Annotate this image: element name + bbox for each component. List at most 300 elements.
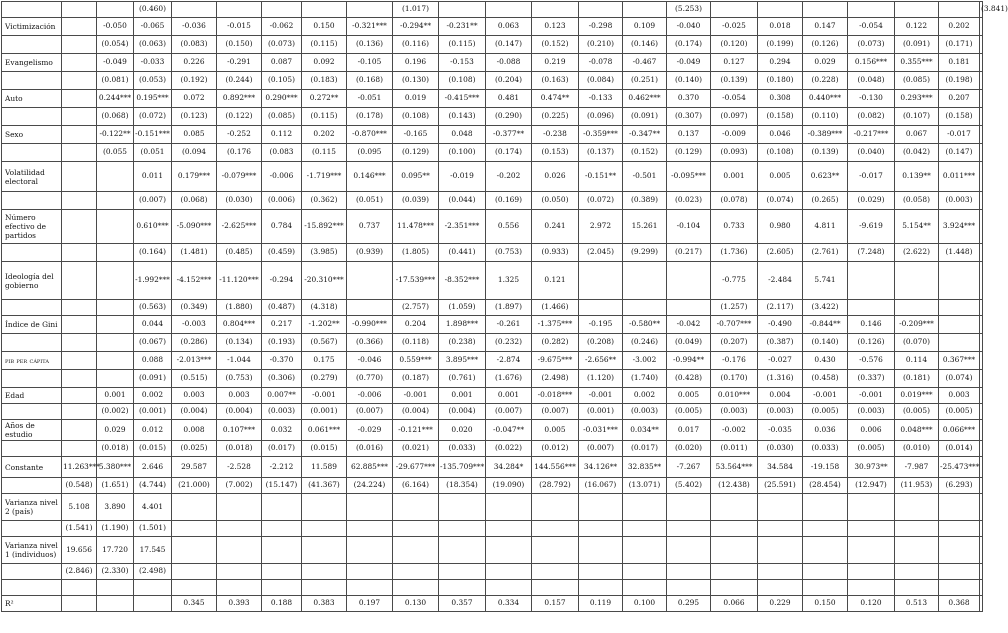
table-cell: (0.147) <box>486 36 532 54</box>
table-cell: 0.122 <box>895 18 939 36</box>
table-cell: (0.096) <box>579 108 623 126</box>
table-cell: 0.100 <box>623 596 667 612</box>
table-cell: -7.267 <box>667 457 711 478</box>
table-cell: 0.179*** <box>172 162 217 192</box>
table-cell: (0.337) <box>848 370 895 388</box>
table-cell <box>62 596 97 612</box>
table-cell: -0.261 <box>486 316 532 334</box>
table-cell: 2.646 <box>134 457 172 478</box>
table-cell: (1.017) <box>393 2 439 18</box>
table-cell: 0.003 <box>172 388 217 404</box>
table-cell: (0.178) <box>347 108 393 126</box>
table-cell: (0.030) <box>758 441 803 457</box>
table-cell: (0.115 <box>302 144 347 162</box>
table-cell: (0.108) <box>439 72 486 90</box>
table-cell <box>711 494 758 521</box>
table-cell: 0.034** <box>623 420 667 441</box>
table-cell: 3.895*** <box>439 352 486 370</box>
table-cell <box>939 564 980 580</box>
table-cell: -0.042 <box>667 316 711 334</box>
table-cell <box>579 564 623 580</box>
table-cell: (0.126) <box>848 334 895 352</box>
table-cell: -0.294** <box>393 18 439 36</box>
table-cell: 0.012 <box>134 420 172 441</box>
table-cell: (0.007) <box>347 404 393 420</box>
table-cell: (0.168) <box>347 72 393 90</box>
table-cell: (0.005) <box>667 404 711 420</box>
table-cell: (0.933) <box>532 244 579 262</box>
table-cell: (2.622) <box>895 244 939 262</box>
table-cell: (0.091) <box>134 370 172 388</box>
table-cell <box>347 2 393 18</box>
table-cell: (1.120) <box>579 370 623 388</box>
table-row <box>2 494 983 521</box>
table-cell: (0.050) <box>532 192 579 210</box>
table-cell: (0.389) <box>623 192 667 210</box>
table-cell: (4.318) <box>302 300 347 316</box>
table-cell: 0.226 <box>172 54 217 72</box>
table-cell <box>62 441 97 457</box>
table-cell <box>347 564 393 580</box>
table-cell <box>667 494 711 521</box>
table-cell: 0.207 <box>939 90 980 108</box>
table-cell: (0.939) <box>347 244 393 262</box>
table-cell: 0.001 <box>439 388 486 404</box>
table-cell: (0.011) <box>711 441 758 457</box>
table-cell: (0.515) <box>172 370 217 388</box>
table-cell: (0.003) <box>758 404 803 420</box>
table-cell: 0.001 <box>97 388 134 404</box>
table-cell: 0.513 <box>895 596 939 612</box>
table-cell: 2.972 <box>579 210 623 244</box>
table-cell: -135.709*** <box>439 457 486 478</box>
table-cell: (0.181) <box>895 370 939 388</box>
table-cell: (0.015) <box>302 441 347 457</box>
table-cell: (0.105) <box>262 72 302 90</box>
table-cell: (0.146) <box>623 36 667 54</box>
table-cell: (0.183) <box>302 72 347 90</box>
table-cell: (0.005) <box>848 441 895 457</box>
table-cell: 30.973** <box>848 457 895 478</box>
table-cell: (18.354) <box>439 478 486 494</box>
table-cell: (5.402) <box>667 478 711 494</box>
table-cell: 0.061*** <box>302 420 347 441</box>
table-cell: 0.202 <box>939 18 980 36</box>
table-cell: 0.293*** <box>895 90 939 108</box>
table-cell <box>62 144 97 162</box>
table-cell <box>62 2 97 18</box>
table-cell: -0.029 <box>347 420 393 441</box>
table-row <box>2 334 983 352</box>
table-cell <box>302 564 347 580</box>
table-cell: (0.084) <box>579 72 623 90</box>
table-cell: (0.081) <box>97 72 134 90</box>
table-cell: -0.049 <box>97 54 134 72</box>
table-cell: (0.063) <box>134 36 172 54</box>
table-cell: -0.017 <box>848 162 895 192</box>
row-label: Años de estudio <box>2 420 62 441</box>
table-cell: -0.576 <box>848 352 895 370</box>
table-cell <box>347 537 393 564</box>
table-cell: (0.108) <box>393 108 439 126</box>
table-cell <box>980 352 983 370</box>
table-cell <box>486 521 532 537</box>
table-cell: 0.120 <box>848 596 895 612</box>
table-row <box>2 370 983 388</box>
table-cell: (0.753) <box>217 370 262 388</box>
table-cell: 0.008 <box>172 420 217 441</box>
table-row <box>2 162 983 192</box>
table-cell <box>848 580 895 596</box>
table-cell: (0.126) <box>803 36 848 54</box>
table-cell: (0.238) <box>439 334 486 352</box>
row-label: Varianza nivel 2 (país) <box>2 494 62 521</box>
table-cell <box>848 521 895 537</box>
row-label <box>2 72 62 90</box>
table-cell <box>262 494 302 521</box>
table-row <box>2 2 983 18</box>
table-cell: (0.251) <box>623 72 667 90</box>
table-cell <box>172 580 217 596</box>
table-cell: (1.257) <box>711 300 758 316</box>
table-cell: 0.175 <box>302 352 347 370</box>
table-cell <box>97 334 134 352</box>
table-cell <box>97 596 134 612</box>
table-cell: -0.176 <box>711 352 758 370</box>
table-cell: 0.357 <box>439 596 486 612</box>
table-cell <box>486 494 532 521</box>
table-row <box>2 300 983 316</box>
table-row <box>2 244 983 262</box>
table-cell <box>217 580 262 596</box>
table-cell: (0.137) <box>579 144 623 162</box>
table-cell: (0.176 <box>217 144 262 162</box>
table-cell <box>439 580 486 596</box>
table-cell: (0.286) <box>172 334 217 352</box>
table-cell <box>97 300 134 316</box>
table-cell <box>980 441 983 457</box>
table-cell <box>62 126 97 144</box>
table-cell: -0.209*** <box>895 316 939 334</box>
table-cell: (0.093) <box>711 144 758 162</box>
table-cell: (0.001) <box>302 404 347 420</box>
table-cell: -0.040 <box>667 18 711 36</box>
table-cell: (0.017) <box>623 441 667 457</box>
table-cell: -1.719*** <box>302 162 347 192</box>
table-cell: (0.070) <box>895 334 939 352</box>
row-label: Evangelismo <box>2 54 62 72</box>
table-cell: (0.164) <box>134 244 172 262</box>
table-cell: 0.737 <box>347 210 393 244</box>
table-cell: (0.459) <box>262 244 302 262</box>
table-cell: (0.078) <box>711 192 758 210</box>
regression-table <box>1 1 1008 612</box>
table-cell: (12.438) <box>711 478 758 494</box>
table-cell: -0.088 <box>486 54 532 72</box>
table-cell: 0.393 <box>217 596 262 612</box>
table-cell <box>134 580 172 596</box>
table-cell: (1.481) <box>172 244 217 262</box>
table-cell <box>62 370 97 388</box>
table-cell: (1.448) <box>939 244 980 262</box>
table-cell <box>439 2 486 18</box>
table-cell: -0.151*** <box>134 126 172 144</box>
table-cell <box>667 262 711 300</box>
table-cell: (2.605) <box>758 244 803 262</box>
table-cell <box>62 300 97 316</box>
table-cell: -0.844** <box>803 316 848 334</box>
table-cell: 0.150 <box>302 18 347 36</box>
table-cell <box>980 316 983 334</box>
table-cell <box>939 2 980 18</box>
table-cell <box>172 521 217 537</box>
table-cell: -0.415*** <box>439 90 486 108</box>
table-cell: 0.066*** <box>939 420 980 441</box>
row-label <box>2 144 62 162</box>
table-cell: 0.029 <box>97 420 134 441</box>
table-cell: 0.011*** <box>939 162 980 192</box>
table-cell: -17.539*** <box>393 262 439 300</box>
table-cell: (0.040) <box>848 144 895 162</box>
table-cell: (0.100) <box>439 144 486 162</box>
table-cell: -0.165 <box>393 126 439 144</box>
table-cell: (0.082) <box>848 108 895 126</box>
table-cell: -0.501 <box>623 162 667 192</box>
table-cell: 0.181 <box>939 54 980 72</box>
table-cell: (0.193) <box>262 334 302 352</box>
table-cell: (0.006) <box>262 192 302 210</box>
table-cell: (0.055 <box>97 144 134 162</box>
table-cell <box>579 300 623 316</box>
table-cell: (0.022) <box>486 441 532 457</box>
table-cell: 0.066 <box>711 596 758 612</box>
table-cell <box>939 334 980 352</box>
table-cell: 17.545 <box>134 537 172 564</box>
table-cell: (0.053) <box>134 72 172 90</box>
table-cell: (0.097) <box>711 108 758 126</box>
row-label <box>2 580 62 596</box>
table-cell: (0.180) <box>758 72 803 90</box>
table-cell: (0.290) <box>486 108 532 126</box>
table-cell: (0.083) <box>172 36 217 54</box>
table-cell: 0.112 <box>262 126 302 144</box>
table-cell: (0.169) <box>486 192 532 210</box>
table-cell <box>623 564 667 580</box>
table-cell: -2.351*** <box>439 210 486 244</box>
table-cell <box>302 521 347 537</box>
table-cell: 0.001 <box>486 388 532 404</box>
table-cell <box>97 210 134 244</box>
table-cell: -0.001 <box>302 388 347 404</box>
table-cell: -0.036 <box>172 18 217 36</box>
table-cell: 3.890 <box>97 494 134 521</box>
table-cell: (0.199) <box>758 36 803 54</box>
table-cell: -0.079*** <box>217 162 262 192</box>
table-cell: (0.073) <box>262 36 302 54</box>
table-cell: (1.651) <box>97 478 134 494</box>
table-cell: (0.387) <box>758 334 803 352</box>
table-cell: -5.090*** <box>172 210 217 244</box>
table-cell: (0.004) <box>393 404 439 420</box>
table-cell <box>758 494 803 521</box>
table-cell <box>980 18 983 36</box>
table-cell: -0.298 <box>579 18 623 36</box>
table-cell: -0.104 <box>667 210 711 244</box>
table-cell: (0.207) <box>711 334 758 352</box>
table-cell: -0.321*** <box>347 18 393 36</box>
table-cell <box>939 494 980 521</box>
table-row <box>2 192 983 210</box>
table-cell: 0.556 <box>486 210 532 244</box>
table-cell: (0.460) <box>134 2 172 18</box>
table-cell: (0.306) <box>262 370 302 388</box>
table-cell <box>623 521 667 537</box>
table-cell <box>62 420 97 441</box>
table-cell <box>532 2 579 18</box>
table-cell: (0.153) <box>532 144 579 162</box>
table-cell: (0.074) <box>939 370 980 388</box>
table-cell: (0.143) <box>439 108 486 126</box>
table-cell: (0.116) <box>393 36 439 54</box>
table-cell: (0.030) <box>217 192 262 210</box>
row-label <box>2 108 62 126</box>
table-cell <box>980 334 983 352</box>
table-row <box>2 441 983 457</box>
table-cell <box>667 580 711 596</box>
table-cell: -0.031*** <box>579 420 623 441</box>
table-row <box>2 564 983 580</box>
table-cell: 0.156*** <box>848 54 895 72</box>
table-cell: -0.033 <box>134 54 172 72</box>
table-cell <box>486 2 532 18</box>
table-cell: 0.272** <box>302 90 347 108</box>
table-cell: -25.473*** <box>939 457 980 478</box>
table-cell: (0.152) <box>532 36 579 54</box>
table-cell: 0.623** <box>803 162 848 192</box>
table-cell: -0.990*** <box>347 316 393 334</box>
table-cell: (0.054) <box>97 36 134 54</box>
table-cell: 0.244*** <box>97 90 134 108</box>
table-cell: -0.001 <box>579 388 623 404</box>
table-cell <box>579 2 623 18</box>
table-cell: -0.006 <box>347 388 393 404</box>
table-cell: 0.892*** <box>217 90 262 108</box>
table-cell <box>711 564 758 580</box>
table-cell: (3.841) <box>980 2 983 18</box>
table-cell: 0.241 <box>532 210 579 244</box>
table-row <box>2 580 983 596</box>
table-cell <box>393 564 439 580</box>
table-cell: 0.804*** <box>217 316 262 334</box>
table-cell: 0.294 <box>758 54 803 72</box>
table-cell: (0.012) <box>532 441 579 457</box>
table-cell <box>667 564 711 580</box>
table-cell: 0.146 <box>848 316 895 334</box>
table-cell <box>172 564 217 580</box>
table-cell: (0.362) <box>302 192 347 210</box>
table-cell: 0.137 <box>667 126 711 144</box>
table-cell <box>302 2 347 18</box>
row-label <box>2 564 62 580</box>
table-cell: (3.985) <box>302 244 347 262</box>
table-cell: -0.122** <box>97 126 134 144</box>
table-cell: -0.217*** <box>848 126 895 144</box>
table-cell: (0.244) <box>217 72 262 90</box>
table-cell: 11.263*** <box>62 457 97 478</box>
table-cell <box>939 521 980 537</box>
table-cell: (0.563) <box>134 300 172 316</box>
table-cell <box>532 494 579 521</box>
table-cell: 0.092 <box>302 54 347 72</box>
table-cell <box>62 404 97 420</box>
table-cell <box>172 494 217 521</box>
table-cell <box>439 521 486 537</box>
table-row <box>2 36 983 54</box>
table-cell: (0.014) <box>939 441 980 457</box>
table-cell <box>393 494 439 521</box>
table-cell <box>623 494 667 521</box>
table-cell <box>980 108 983 126</box>
table-cell <box>97 244 134 262</box>
table-cell: (41.367) <box>302 478 347 494</box>
table-cell: 0.188 <box>262 596 302 612</box>
table-cell <box>62 352 97 370</box>
table-cell: (0.042) <box>895 144 939 162</box>
table-cell <box>97 162 134 192</box>
table-cell: (0.018) <box>217 441 262 457</box>
table-cell: 0.295 <box>667 596 711 612</box>
table-cell <box>532 537 579 564</box>
table-cell: 0.119 <box>579 596 623 612</box>
table-cell <box>579 494 623 521</box>
table-cell <box>134 596 172 612</box>
table-cell: (0.171) <box>939 36 980 54</box>
table-cell: (0.018) <box>97 441 134 457</box>
table-cell <box>758 2 803 18</box>
table-cell <box>262 2 302 18</box>
table-cell: (0.441) <box>439 244 486 262</box>
table-cell: (0.048) <box>848 72 895 90</box>
table-cell <box>803 537 848 564</box>
table-row <box>2 596 983 612</box>
table-cell: 0.003 <box>939 388 980 404</box>
table-cell: 0.383 <box>302 596 347 612</box>
table-cell: 0.095** <box>393 162 439 192</box>
table-cell: 0.147 <box>803 18 848 36</box>
table-cell: -2.874 <box>486 352 532 370</box>
table-cell: (0.129) <box>667 144 711 162</box>
table-cell: -1.202** <box>302 316 347 334</box>
table-row <box>2 404 983 420</box>
table-cell <box>803 580 848 596</box>
table-cell: (0.029) <box>848 192 895 210</box>
table-cell: (0.225) <box>532 108 579 126</box>
table-cell: (0.152) <box>623 144 667 162</box>
table-cell: 0.195*** <box>134 90 172 108</box>
row-label <box>2 441 62 457</box>
table-cell <box>486 580 532 596</box>
table-cell: 0.007** <box>262 388 302 404</box>
table-cell: (0.074) <box>758 192 803 210</box>
table-cell: 0.019 <box>393 90 439 108</box>
table-cell <box>62 192 97 210</box>
table-cell <box>980 388 983 404</box>
table-cell <box>217 537 262 564</box>
table-cell <box>980 144 983 162</box>
table-cell: -0.153 <box>439 54 486 72</box>
table-cell <box>939 316 980 334</box>
table-cell <box>980 36 983 54</box>
